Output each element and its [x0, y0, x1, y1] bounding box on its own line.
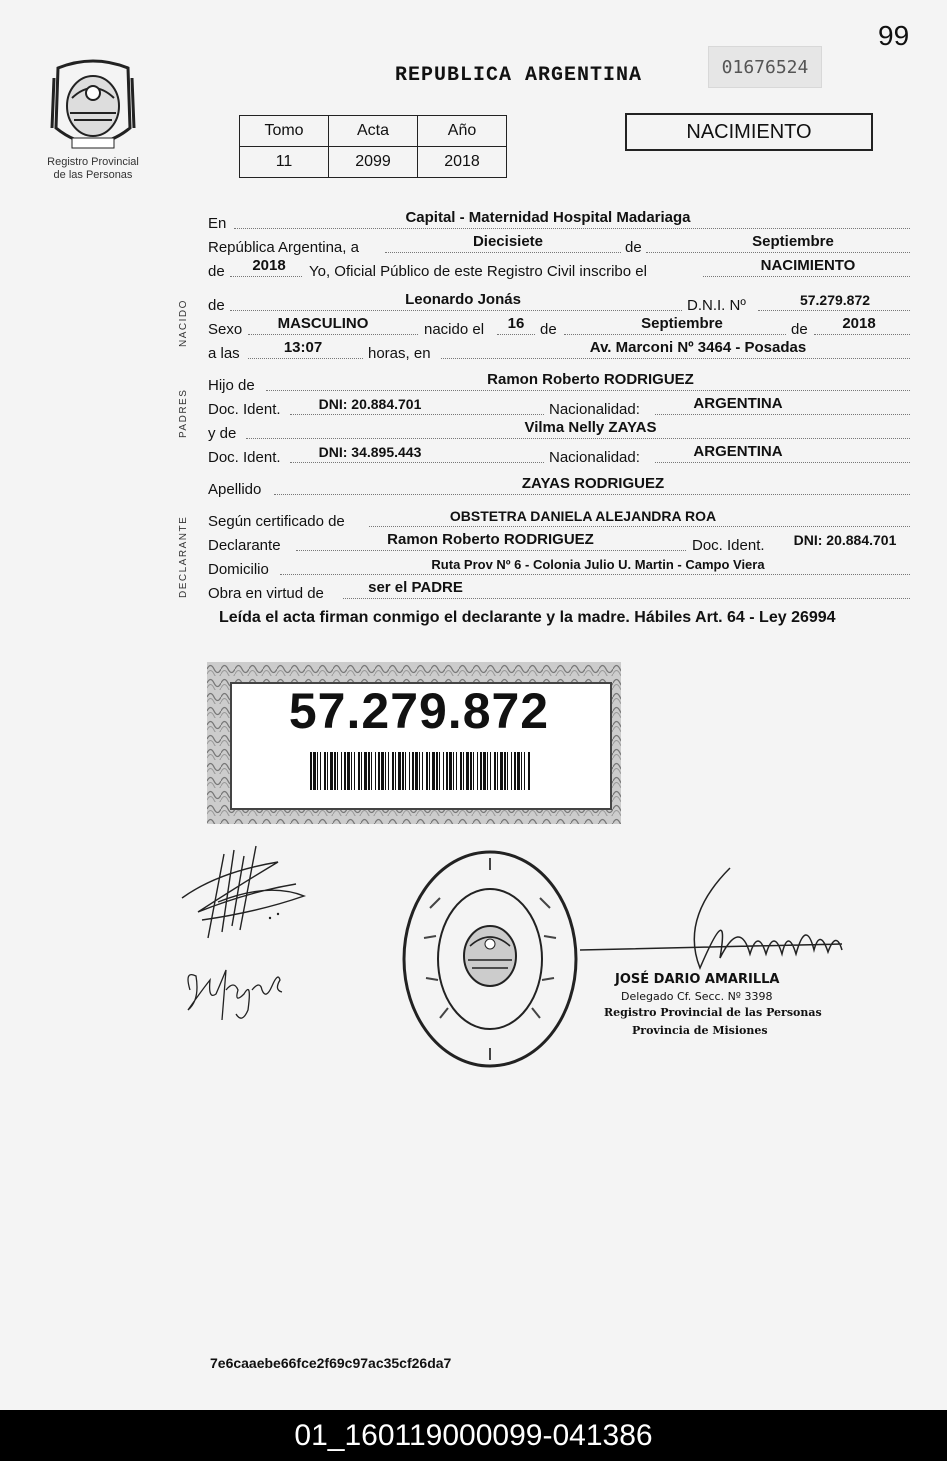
- officer-office: Registro Provincial de las Personas: [604, 1006, 822, 1019]
- label-alas: a las: [208, 345, 240, 362]
- footer-id-bar: [0, 1410, 947, 1461]
- barcode-bar: [320, 752, 321, 790]
- label-nacido: nacido el: [424, 321, 485, 338]
- barcode-bar: [490, 752, 491, 790]
- value-dni: 57.279.872: [799, 292, 871, 308]
- act-type-box: NACIMIENTO: [625, 113, 873, 151]
- row-time: [208, 338, 910, 362]
- republic-title: REPUBLICA ARGENTINA: [395, 64, 643, 87]
- row-declarant: [208, 530, 910, 554]
- barcode-bar: [392, 752, 394, 790]
- row-place: [208, 208, 910, 232]
- page-number: 99: [878, 20, 910, 51]
- label-yde: y de: [208, 425, 237, 442]
- label-republica: República Argentina, a: [208, 239, 359, 256]
- label-doc-father: Doc. Ident.: [208, 401, 281, 418]
- barcode-bar: [351, 752, 352, 790]
- value-sexo: MASCULINO: [277, 315, 369, 332]
- barcode-bar: [358, 752, 360, 790]
- value-father-nat: ARGENTINA: [693, 395, 783, 412]
- row-address: [208, 554, 910, 578]
- side-label-nacido: NACIDO: [178, 299, 189, 347]
- barcode-bar: [453, 752, 454, 790]
- value-surname: ZAYAS RODRIGUEZ: [521, 475, 665, 492]
- label-doc-declarant: Doc. Ident.: [692, 537, 765, 554]
- barcode-bar: [375, 752, 376, 790]
- value-birth-year: 2018: [842, 315, 876, 332]
- barcode-bar: [402, 752, 404, 790]
- barcode-bar: [429, 752, 430, 790]
- officer-title: Delegado Cf. Secc. Nº 3398: [621, 990, 773, 1003]
- barcode-bar: [388, 752, 389, 790]
- row-certifier: [208, 506, 910, 530]
- mother-signature: [182, 950, 286, 1030]
- value-day-text: Diecisiete: [472, 233, 544, 250]
- label-horas: horas, en: [368, 345, 431, 362]
- label-nac-mother: Nacionalidad:: [549, 449, 640, 466]
- value-declarant: Ramon Roberto RODRIGUEZ: [387, 531, 594, 548]
- value-birth-place: Av. Marconi Nº 3464 - Posadas: [589, 339, 807, 356]
- barcode-bar: [460, 752, 462, 790]
- barcode-bar: [415, 752, 418, 790]
- value-mother: Vilma Nelly ZAYAS: [524, 419, 657, 436]
- barcode-bar: [507, 752, 508, 790]
- barcode-bar: [412, 752, 414, 790]
- barcode-bar: [385, 752, 386, 790]
- footer-id: 01_160119000099-041386: [294, 1418, 653, 1452]
- row-reason: [208, 578, 910, 602]
- barcode-bar: [511, 752, 512, 790]
- row-mother-doc: [208, 442, 910, 466]
- barcode-bar: [477, 752, 478, 790]
- barcode-bar: [419, 752, 420, 790]
- value-year: 2018: [252, 257, 286, 274]
- value-mother-doc: DNI: 34.895.443: [318, 444, 422, 460]
- barcode-bar: [517, 752, 520, 790]
- row-year: [208, 256, 910, 280]
- barcode-bar: [483, 752, 486, 790]
- label-domicilio: Domicilio: [208, 561, 269, 578]
- crest-caption: Registro Provincial de las Personas: [47, 156, 139, 181]
- officer-signature: [580, 858, 850, 978]
- barcode-bar: [456, 752, 457, 790]
- row-date: [208, 232, 910, 256]
- barcode-bar: [524, 752, 525, 790]
- label-sexo: Sexo: [208, 321, 243, 338]
- row-father: [208, 370, 910, 394]
- barcode-bar: [395, 752, 396, 790]
- label-hijo: Hijo de: [208, 377, 255, 394]
- label-cert: Según certificado de: [208, 513, 345, 530]
- register-header-tomo: Tomo: [240, 116, 329, 147]
- register-value-acta: 2099: [329, 147, 418, 178]
- barcode-bar: [487, 752, 488, 790]
- value-father-doc: DNI: 20.884.701: [318, 396, 422, 412]
- declarant-signature: [178, 842, 310, 942]
- barcode-bar: [398, 752, 401, 790]
- barcode-bar: [371, 752, 372, 790]
- value-birth-month: Septiembre: [641, 315, 723, 332]
- barcode-bar: [449, 752, 452, 790]
- register-value-anio: 2018: [418, 147, 507, 178]
- barcode-bar: [324, 752, 326, 790]
- label-en: En: [208, 215, 227, 232]
- label-oficial: Yo, Oficial Público de este Registro Civil inscribo el: [309, 263, 647, 280]
- barcode-bar: [480, 752, 482, 790]
- barcode-bar: [381, 752, 384, 790]
- barcode-bar: [405, 752, 406, 790]
- label-doc-mother: Doc. Ident.: [208, 449, 281, 466]
- label-dni: D.N.I. Nº: [687, 297, 746, 314]
- barcode-bar: [378, 752, 380, 790]
- barcode-bar: [313, 752, 316, 790]
- label-nac-father: Nacionalidad:: [549, 401, 640, 418]
- label-de-year: de: [208, 263, 225, 280]
- province-crest-logo: [50, 58, 136, 154]
- register-table: [239, 115, 507, 178]
- side-label-padres: PADRES: [178, 388, 189, 438]
- barcode-bar: [470, 752, 472, 790]
- value-time: 13:07: [283, 339, 323, 356]
- barcode-bar: [504, 752, 506, 790]
- value-birth-day: 16: [507, 315, 525, 332]
- barcode-bar: [528, 752, 530, 790]
- register-value-tomo: 11: [240, 147, 329, 178]
- barcode-bar: [473, 752, 474, 790]
- value-certifier: OBSTETRA DANIELA ALEJANDRA ROA: [449, 508, 717, 524]
- label-declarante: Declarante: [208, 537, 281, 554]
- register-header-anio: Año: [418, 116, 507, 147]
- label-de-month: de: [625, 239, 642, 256]
- row-sex: [208, 314, 910, 338]
- serial-number: 01676524: [708, 46, 822, 88]
- value-declarant-doc: DNI: 20.884.701: [793, 532, 897, 548]
- dni-stamp-number: 57.279.872: [288, 683, 550, 739]
- barcode-bar: [368, 752, 370, 790]
- barcode-bar: [439, 752, 440, 790]
- value-mother-nat: ARGENTINA: [693, 443, 783, 460]
- value-place: Capital - Maternidad Hospital Madariaga: [405, 209, 691, 226]
- row-surname: [208, 474, 910, 498]
- barcode-bar: [327, 752, 328, 790]
- barcode-bar: [310, 752, 312, 790]
- barcode-bar: [446, 752, 448, 790]
- barcode-bar: [354, 752, 355, 790]
- barcode-bar: [466, 752, 469, 790]
- officer-name: JOSÉ DARIO AMARILLA: [615, 972, 780, 987]
- barcode-bar: [426, 752, 428, 790]
- label-birth-de1: de: [540, 321, 557, 338]
- document-hash: 7e6caaebe66fce2f69c97ac35cf26da7: [210, 1355, 452, 1371]
- barcode-bar: [497, 752, 498, 790]
- barcode: [310, 752, 532, 790]
- label-birth-de2: de: [791, 321, 808, 338]
- barcode-bar: [494, 752, 496, 790]
- barcode-bar: [337, 752, 338, 790]
- officer-province: Provincia de Misiones: [632, 1024, 768, 1037]
- side-label-declarante: DECLARANTE: [178, 515, 189, 598]
- barcode-bar: [344, 752, 346, 790]
- value-father: Ramon Roberto RODRIGUEZ: [487, 371, 694, 388]
- official-seal: [400, 848, 580, 1070]
- barcode-bar: [514, 752, 516, 790]
- value-name: Leonardo Jonás: [405, 291, 521, 308]
- barcode-bar: [521, 752, 522, 790]
- label-apellido: Apellido: [208, 481, 262, 498]
- barcode-bar: [364, 752, 367, 790]
- value-reason: ser el PADRE: [368, 579, 463, 596]
- closing-statement: Leída el acta firman conmigo el declarante y la madre. Hábiles Art. 64 - Ley 26994: [219, 609, 836, 626]
- value-month: Septiembre: [752, 233, 834, 250]
- barcode-bar: [422, 752, 423, 790]
- barcode-bar: [341, 752, 342, 790]
- barcode-bar: [330, 752, 333, 790]
- label-de-name: de: [208, 297, 225, 314]
- row-name: [208, 290, 910, 314]
- row-mother: [208, 418, 910, 442]
- barcode-bar: [500, 752, 503, 790]
- barcode-bar: [334, 752, 336, 790]
- register-header-acta: Acta: [329, 116, 418, 147]
- barcode-bar: [409, 752, 410, 790]
- barcode-bar: [317, 752, 318, 790]
- barcode-bar: [443, 752, 444, 790]
- barcode-bar: [361, 752, 362, 790]
- label-obra: Obra en virtud de: [208, 585, 324, 602]
- value-act-inscribed: NACIMIENTO: [760, 257, 856, 274]
- barcode-bar: [463, 752, 464, 790]
- barcode-bar: [432, 752, 435, 790]
- barcode-bar: [436, 752, 438, 790]
- value-address: Ruta Prov Nº 6 - Colonia Julio U. Martin - Campo Viera: [431, 557, 765, 572]
- row-father-doc: [208, 394, 910, 418]
- barcode-bar: [347, 752, 350, 790]
